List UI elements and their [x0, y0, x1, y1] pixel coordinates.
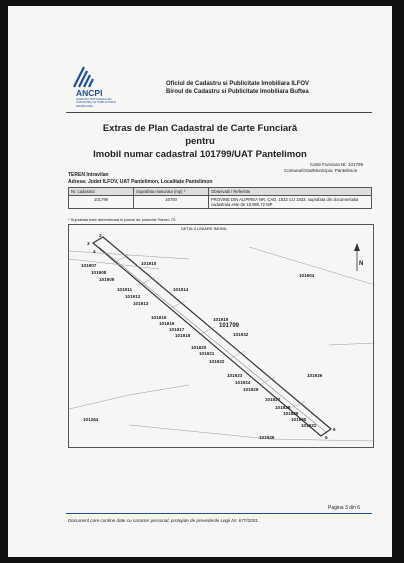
office-line-2: Biroul de Cadastru si Publicitate Imobiliara Buftea: [166, 89, 309, 95]
parcel-label: 101912: [125, 294, 141, 299]
parcel-label: 101913: [133, 301, 149, 306]
parcel-label: 101928: [275, 405, 291, 410]
office-header: [166, 80, 309, 96]
parcel-label: 101908: [91, 270, 107, 275]
adresa-label: Adresa: Judet ILFOV, UAT Pantelimon, Localitate Pantelimon: [68, 179, 213, 185]
parcel-label: 101909: [99, 277, 115, 282]
table-header: Nr. cadastral: [69, 188, 134, 196]
table-header-row: [69, 188, 372, 196]
carte-funciara-number: Carte Funciara Nr. 101799: [310, 162, 364, 167]
parcel-label: 101918: [175, 333, 191, 338]
parcel-label-main: 101799: [219, 323, 240, 329]
table-row: [69, 196, 372, 209]
parcel-label: 101949: [259, 435, 275, 440]
table-header: Suprafata masurata (mp) *: [134, 188, 209, 196]
doc-title-line1: Extras de Plan Cadastral de Carte Funciară: [102, 123, 298, 134]
parcel-label: 101916: [159, 321, 175, 326]
doc-title-line2: pentru: [185, 136, 215, 147]
parcel-label: 101915: [151, 315, 167, 320]
parcel-label: 101264: [83, 417, 99, 422]
parcel-label: 101923: [227, 373, 243, 378]
parcel-label: 101907: [81, 263, 97, 268]
plan-top-label: DETALII LINIARE IMOBIL: [181, 226, 228, 231]
parcel-label: 101926: [307, 373, 323, 378]
north-label: N: [359, 261, 364, 267]
logo-text: ANCPI: [76, 88, 103, 98]
parcel-label: 101932: [233, 332, 249, 337]
parcel-label: 101921: [199, 351, 215, 356]
table-cell: 101799: [69, 196, 134, 209]
parcel-label: 101929: [283, 411, 299, 416]
table-header: Observatii / Referinte: [209, 188, 372, 196]
parcel-label: 101910: [141, 261, 157, 266]
comuna-label: Comuna/Oras/Municipiu: Pantelimon: [284, 168, 358, 173]
vertex-label: 4: [93, 249, 96, 254]
cadastral-plan: [68, 224, 374, 448]
parcel-label: 101927: [265, 397, 281, 402]
parcel-label: 101924: [235, 380, 251, 385]
vertex-label: 3: [87, 241, 90, 246]
office-line-1: Oficiul de Cadastru si Publicitate Imobiliara ILFOV: [166, 81, 310, 87]
parcel-label: 101911: [117, 287, 133, 292]
ancpi-logo-icon: [70, 65, 100, 89]
footer-rule: [66, 513, 372, 514]
table-cell: 16700: [134, 196, 209, 209]
teren-label: TEREN Intravilan: [68, 172, 109, 178]
footer-note: Document care contine date cu caracter personal, protejate de prevederile Legii Nr. 677/2001.: [68, 518, 260, 523]
logo-subtitle: AGENTIA NATIONALA DE CADASTRU SI PUBLICITATE IMOBILIARA: [76, 97, 116, 108]
parcel-label: 101931: [301, 423, 317, 428]
page-number: Pagina 3 din 6: [328, 505, 360, 511]
table-cell: PROVINE DIN ALIPIREA NR. CAD. 1832 CU 1833, suprafata din documentatia cadastrala este de 15.890,72 MP: [209, 196, 372, 209]
parcel-label: 101917: [169, 327, 185, 332]
parcel-label: 101914: [173, 287, 189, 292]
parcel-label: 101930: [291, 417, 307, 422]
cadastral-table: [68, 187, 372, 209]
vertex-label: 6: [333, 427, 336, 432]
parcel-label: 101922: [209, 359, 225, 364]
north-arrow-icon: [351, 243, 363, 273]
parcel-label: 101904: [299, 273, 315, 278]
header-rule: [66, 112, 372, 113]
parcel-label: 101919: [213, 317, 229, 322]
parcel-label: 101920: [191, 345, 207, 350]
document-page: [8, 6, 392, 557]
doc-title-line3: Imobil numar cadastral 101799/UAT Pantelimon: [93, 149, 307, 160]
vertex-label: 2: [99, 233, 102, 238]
surface-note: * Suprafata este determinata in planul de proiectie Stereo 70.: [68, 217, 177, 222]
parcel-label: 101925: [243, 387, 259, 392]
plan-drawing: [69, 225, 375, 449]
vertex-label: 5: [325, 435, 328, 440]
